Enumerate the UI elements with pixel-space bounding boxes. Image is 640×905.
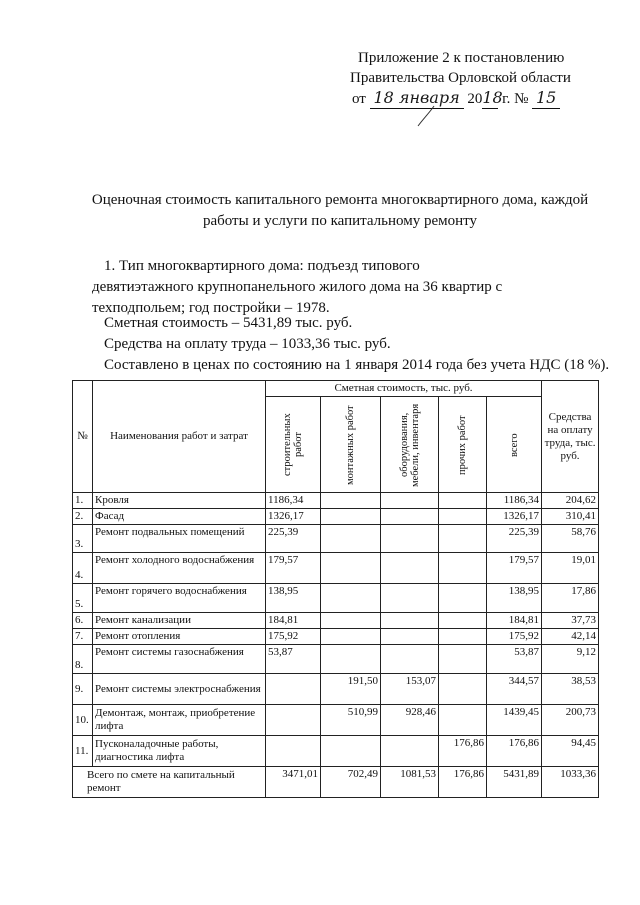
row-construction: 184,81 xyxy=(266,613,321,629)
pen-stroke-mark xyxy=(410,104,440,130)
handwritten-date: 18 января xyxy=(370,88,464,109)
row-equipment xyxy=(381,525,439,553)
row-labor: 19,01 xyxy=(542,553,599,584)
row-labor: 17,86 xyxy=(542,584,599,613)
row-installation xyxy=(321,613,381,629)
row-total: 344,57 xyxy=(487,674,542,705)
row-equipment xyxy=(381,493,439,509)
row-total: 184,81 xyxy=(487,613,542,629)
row-installation: 191,50 xyxy=(321,674,381,705)
prices-basis-line: Составлено в ценах по состоянию на 1 января 2014 года без учета НДС (18 %). xyxy=(104,357,610,373)
row-equipment xyxy=(381,584,439,613)
cost-table xyxy=(72,380,599,798)
row-installation xyxy=(321,525,381,553)
row-labor: 38,53 xyxy=(542,674,599,705)
row-installation xyxy=(321,629,381,645)
row-total: 1326,17 xyxy=(487,509,542,525)
row-name: Пусконаладочные работы, диагностика лифта xyxy=(93,736,266,767)
row-labor: 37,73 xyxy=(542,613,599,629)
row-total: 179,57 xyxy=(487,553,542,584)
col-labor-header: Средства на оплату труда, тыс. руб. xyxy=(542,381,599,493)
row-construction: 1186,34 xyxy=(266,493,321,509)
row-name: Ремонт отопления xyxy=(93,629,266,645)
row-labor: 58,76 xyxy=(542,525,599,553)
total-construction: 3471,01 xyxy=(266,767,321,798)
row-other xyxy=(439,493,487,509)
row-name: Демонтаж, монтаж, приобретение лифта xyxy=(93,705,266,736)
row-installation xyxy=(321,645,381,674)
row-equipment xyxy=(381,736,439,767)
row-name: Кровля xyxy=(93,493,266,509)
document-title xyxy=(60,190,620,232)
total-equipment: 1081,53 xyxy=(381,767,439,798)
table-row xyxy=(73,493,599,509)
annex-line-1: Приложение 2 к постановлению xyxy=(358,50,565,66)
col-other-header xyxy=(439,397,487,493)
row-num: 2. xyxy=(73,509,93,525)
table-row xyxy=(73,584,599,613)
table-row xyxy=(73,674,599,705)
table-row xyxy=(73,525,599,553)
row-num: 9. xyxy=(73,674,93,705)
row-other xyxy=(439,705,487,736)
other-header-text: прочих работ xyxy=(457,414,468,475)
row-other xyxy=(439,509,487,525)
row-equipment xyxy=(381,613,439,629)
row-construction xyxy=(266,705,321,736)
table-row xyxy=(73,613,599,629)
row-construction: 225,39 xyxy=(266,525,321,553)
row-other xyxy=(439,525,487,553)
row-equipment: 153,07 xyxy=(381,674,439,705)
equipment-header-text: оборудования, мебели, инвентаря xyxy=(398,402,421,487)
col-num-header: № xyxy=(73,381,93,493)
estimated-cost-line: Сметная стоимость – 5431,89 тыс. руб. xyxy=(104,315,353,331)
row-num: 8. xyxy=(73,645,93,674)
row-total: 176,86 xyxy=(487,736,542,767)
row-total: 53,87 xyxy=(487,645,542,674)
row-num: 4. xyxy=(73,553,93,584)
handwritten-number: 15 xyxy=(532,88,560,109)
building-type-paragraph: 1. Тип многоквартирного дома: подъезд типового девятиэтажного крупнопанельного жилого дома на 36 квартир с техподпольем; год постройки – 1978. xyxy=(92,258,503,316)
row-construction: 1326,17 xyxy=(266,509,321,525)
title-line-1: Оценочная стоимость капитального ремонта многоквартирного дома, каждой xyxy=(91,192,589,208)
row-installation: 510,99 xyxy=(321,705,381,736)
col-total-header xyxy=(487,397,542,493)
annex-date-line xyxy=(352,88,560,109)
row-equipment: 928,46 xyxy=(381,705,439,736)
row-construction xyxy=(266,736,321,767)
table-row xyxy=(73,736,599,767)
total-row-name: Всего по смете на капитальный ремонт xyxy=(73,767,266,798)
title-line-2: работы и услуги по капитальному ремонту xyxy=(202,213,478,229)
from-label: от xyxy=(352,91,366,107)
annex-line-2: Правительства Орловской области xyxy=(350,70,571,86)
row-total: 1186,34 xyxy=(487,493,542,509)
table-row xyxy=(73,509,599,525)
table-row xyxy=(73,553,599,584)
total-installation: 702,49 xyxy=(321,767,381,798)
table-row xyxy=(73,629,599,645)
col-equipment-header xyxy=(381,397,439,493)
row-num: 11. xyxy=(73,736,93,767)
row-other xyxy=(439,584,487,613)
row-labor: 9,12 xyxy=(542,645,599,674)
total-other: 176,86 xyxy=(439,767,487,798)
row-equipment xyxy=(381,629,439,645)
row-other xyxy=(439,674,487,705)
col-construction-header xyxy=(266,397,321,493)
row-name: Ремонт холодного водоснабжения xyxy=(93,553,266,584)
row-other: 176,86 xyxy=(439,736,487,767)
row-name: Ремонт системы газоснабжения xyxy=(93,645,266,674)
row-construction: 175,92 xyxy=(266,629,321,645)
row-total: 1439,45 xyxy=(487,705,542,736)
row-num: 5. xyxy=(73,584,93,613)
table-row xyxy=(73,645,599,674)
row-total: 225,39 xyxy=(487,525,542,553)
row-equipment xyxy=(381,645,439,674)
year-unit-label: г. № xyxy=(502,91,529,107)
row-installation xyxy=(321,493,381,509)
installation-header-text: монтажных работ xyxy=(345,404,356,485)
row-other xyxy=(439,629,487,645)
row-num: 1. xyxy=(73,493,93,509)
row-name: Ремонт горячего водоснабжения xyxy=(93,584,266,613)
year-prefix: 20 xyxy=(467,91,483,107)
row-construction: 179,57 xyxy=(266,553,321,584)
row-installation xyxy=(321,584,381,613)
row-equipment xyxy=(381,509,439,525)
row-name: Ремонт канализации xyxy=(93,613,266,629)
construction-header-text: строительных работ xyxy=(282,413,304,476)
total-header-text: всего xyxy=(508,432,520,457)
row-num: 6. xyxy=(73,613,93,629)
row-labor: 200,73 xyxy=(542,705,599,736)
row-num: 3. xyxy=(73,525,93,553)
row-other xyxy=(439,645,487,674)
row-construction xyxy=(266,674,321,705)
row-labor: 204,62 xyxy=(542,493,599,509)
row-num: 7. xyxy=(73,629,93,645)
row-labor: 310,41 xyxy=(542,509,599,525)
row-installation xyxy=(321,736,381,767)
table-row xyxy=(73,705,599,736)
row-name: Ремонт подвальных помещений xyxy=(93,525,266,553)
handwritten-year: 18 xyxy=(482,88,503,107)
row-equipment xyxy=(381,553,439,584)
row-installation xyxy=(321,509,381,525)
total-total: 5431,89 xyxy=(487,767,542,798)
row-other xyxy=(439,553,487,584)
row-name: Фасад xyxy=(93,509,266,525)
total-row xyxy=(73,767,599,798)
col-name-header: Наименования работ и затрат xyxy=(93,381,266,493)
row-labor: 94,45 xyxy=(542,736,599,767)
row-construction: 53,87 xyxy=(266,645,321,674)
labor-funds-line: Средства на оплату труда – 1033,36 тыс. руб. xyxy=(104,336,391,352)
col-installation-header xyxy=(321,397,381,493)
row-other xyxy=(439,613,487,629)
row-labor: 42,14 xyxy=(542,629,599,645)
row-total: 138,95 xyxy=(487,584,542,613)
total-labor: 1033,36 xyxy=(542,767,599,798)
row-total: 175,92 xyxy=(487,629,542,645)
row-installation xyxy=(321,553,381,584)
estimate-group-header: Сметная стоимость, тыс. руб. xyxy=(266,381,542,397)
row-construction: 138,95 xyxy=(266,584,321,613)
row-num: 10. xyxy=(73,705,93,736)
row-name: Ремонт системы электроснабжения xyxy=(93,674,266,705)
